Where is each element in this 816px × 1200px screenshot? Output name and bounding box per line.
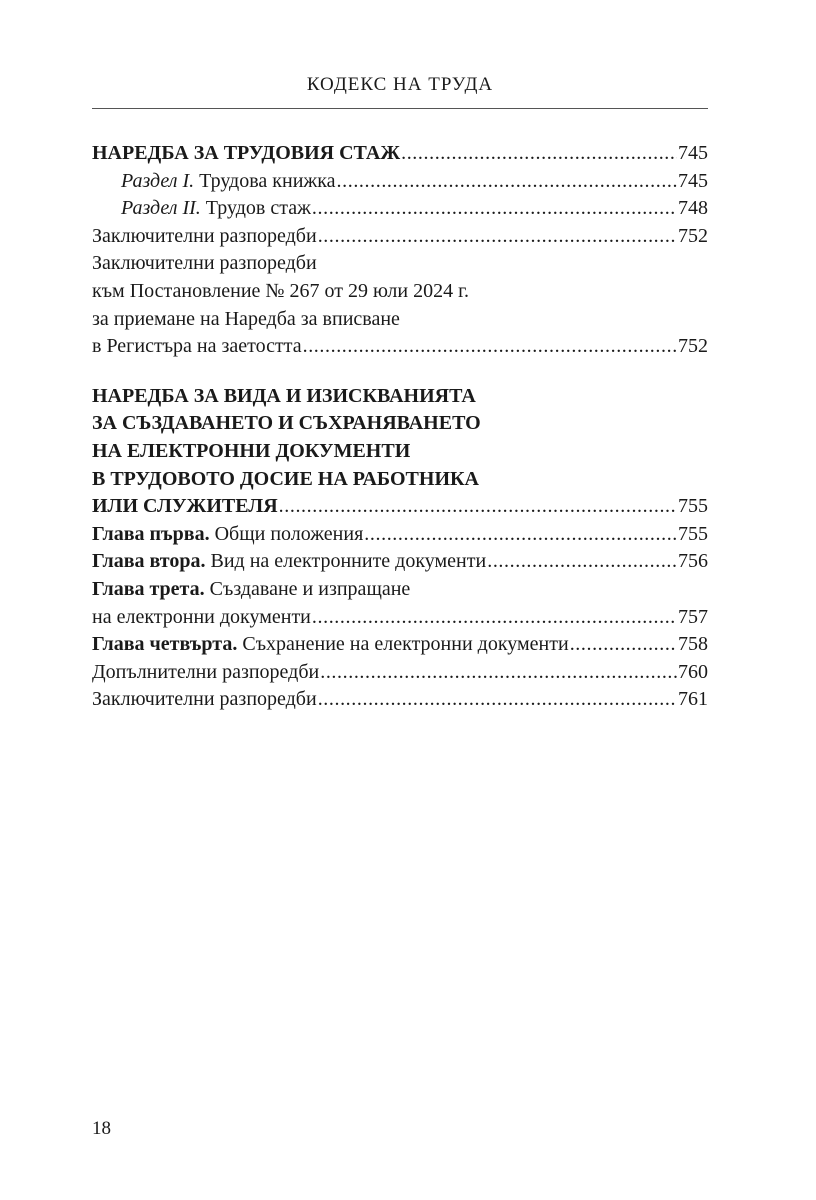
- toc-entry-title: в Регистъра на заетостта: [92, 335, 302, 358]
- toc-page-number: 745: [678, 142, 708, 164]
- toc-entry[interactable]: [92, 333, 708, 361]
- toc-entry[interactable]: [92, 659, 708, 687]
- toc-entry-line: [92, 576, 708, 604]
- toc-entry[interactable]: [92, 168, 708, 196]
- toc-entry-title: Съхранение на електронни документи: [242, 633, 569, 656]
- toc-page-number: 748: [678, 197, 708, 220]
- toc-entry[interactable]: [92, 223, 708, 251]
- toc-entry-title: Общи положения: [214, 522, 364, 545]
- leader-dots: [401, 140, 677, 168]
- toc-entry-title: Трудова книжка: [199, 169, 336, 192]
- toc-entry-line: за приемане на Наредба за вписване: [92, 307, 400, 330]
- toc-entry[interactable]: [92, 521, 708, 549]
- toc-entry[interactable]: [92, 604, 708, 632]
- toc-entry-title: на електронни документи: [92, 605, 311, 628]
- section-label: Раздел II.: [121, 197, 201, 220]
- toc-page-number: 752: [678, 335, 708, 358]
- toc-page-number: 752: [678, 224, 708, 247]
- leader-dots: [318, 686, 677, 714]
- toc-entry[interactable]: [92, 631, 708, 659]
- table-of-contents: [92, 140, 708, 714]
- toc-heading-line: НАРЕДБА ЗА ВИДА И ИЗИСКВАНИЯТА: [92, 384, 476, 407]
- toc-entry-title: Заключителни разпоредби: [92, 688, 317, 711]
- toc-page-number: 756: [678, 550, 708, 573]
- leader-dots: [318, 223, 677, 251]
- toc-page-number: 760: [678, 660, 708, 683]
- chapter-label: Глава трета.: [92, 577, 205, 600]
- toc-entry-title: ИЛИ СЛУЖИТЕЛЯ: [92, 495, 278, 518]
- toc-entry[interactable]: [92, 493, 708, 521]
- leader-dots: [337, 168, 677, 196]
- toc-page-number: 758: [678, 633, 708, 656]
- leader-dots: [303, 333, 677, 361]
- header-rule: [92, 108, 708, 109]
- leader-dots: [312, 195, 677, 223]
- toc-page-number: 761: [678, 688, 708, 711]
- toc-heading-line: В ТРУДОВОТО ДОСИЕ НА РАБОТНИКА: [92, 467, 479, 490]
- leader-dots: [570, 631, 677, 659]
- leader-dots: [312, 604, 677, 632]
- toc-entry-title: Заключителни разпоредби: [92, 224, 317, 247]
- toc-page-number: 757: [678, 605, 708, 628]
- toc-heading-line: НА ЕЛЕКТРОННИ ДОКУМЕНТИ: [92, 439, 411, 462]
- running-header: КОДЕКС НА ТРУДА: [306, 74, 494, 95]
- leader-dots: [487, 548, 677, 576]
- toc-entry-title: Вид на електронните документи: [210, 550, 487, 573]
- toc-entry[interactable]: [92, 548, 708, 576]
- toc-entry-line: към Постановление № 267 от 29 юли 2024 г.: [92, 279, 470, 302]
- toc-entry[interactable]: [92, 195, 708, 223]
- toc-entry[interactable]: [92, 140, 708, 168]
- toc-page-number: 745: [678, 169, 708, 192]
- chapter-label: Глава втора.: [92, 550, 206, 573]
- section-label: Раздел I.: [121, 169, 195, 192]
- chapter-label: Глава първа.: [92, 522, 210, 545]
- chapter-label: Глава четвърта.: [92, 633, 238, 656]
- toc-entry-title: Допълнителни разпоредби: [92, 660, 320, 683]
- toc-entry[interactable]: [92, 686, 708, 714]
- toc-heading-line: ЗА СЪЗДАВАНЕТО И СЪХРАНЯВАНЕТО: [92, 412, 481, 435]
- toc-entry-title: НАРЕДБА ЗА ТРУДОВИЯ СТАЖ: [92, 142, 401, 164]
- page-number: 18: [92, 1118, 111, 1139]
- leader-dots: [364, 521, 677, 549]
- toc-page-number: 755: [678, 522, 708, 545]
- toc-page-number: 755: [678, 495, 708, 518]
- toc-entry-title: Трудов стаж: [205, 197, 311, 220]
- toc-entry-title: Създаване и изпращане: [209, 577, 411, 600]
- leader-dots: [320, 659, 677, 687]
- toc-entry-line: Заключителни разпоредби: [92, 252, 317, 275]
- leader-dots: [279, 493, 677, 521]
